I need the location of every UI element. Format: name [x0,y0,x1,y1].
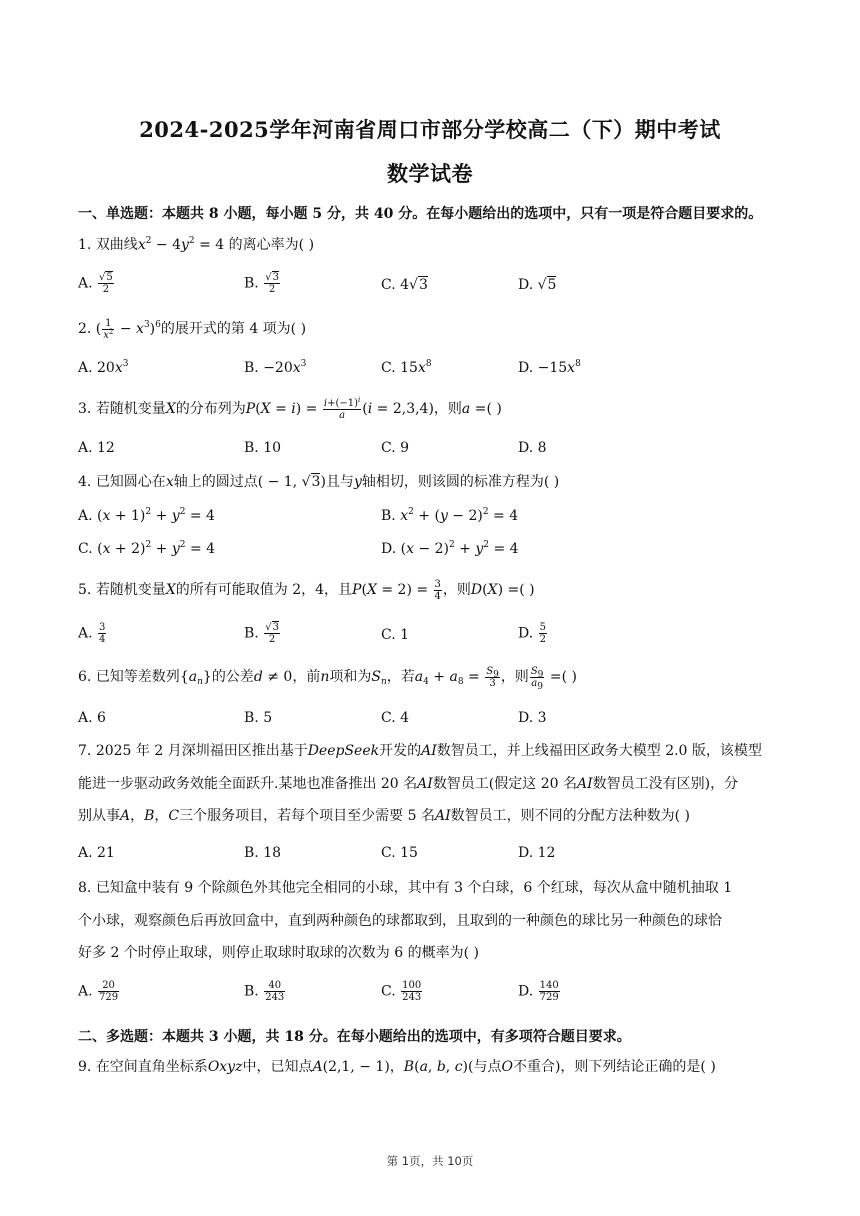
option-d[interactable]: D. $-15x^8$ [518,359,581,376]
option-b[interactable]: B. 10 [244,440,282,456]
option-a[interactable]: A. 21 [78,845,115,861]
option-c[interactable]: C. 4√3 [381,277,428,293]
option-d[interactable]: D. 12 [518,845,556,861]
option-d[interactable]: D. $\frac{5}{2}$ [518,622,547,645]
question-6: 6. 已知等差数列$\{a_n\}$的公差d ≠ 0，前n项和为$S_n$，若$a_4 + a_8$ = $\frac{S_9}{3}$ ，则 $\frac{S_9}{a_9}$ =( ) [78,665,577,692]
option-b[interactable]: B. $-20x^3$ [244,359,307,376]
option-d[interactable]: D. 8 [518,440,547,456]
question-7: 7. 2025 年 2 月深圳福田区推出基于DeepSeek开发的AI数智员工，并上线福田区政务大模型 2.0 版，该模型 能进一步驱动政务效能全面跃升.某地也准备推出 20 名AI数智员工(假定这 20 名AI数智员工没有区别)，分 别从事A，B，C三个服务项目，若每个项目至少需要 5 名AI数智员工，则不同的分配方法种数为( ) [78,743,762,824]
question-number: 8. [78,880,92,896]
option-c[interactable]: C. 1 [381,627,410,643]
option-c[interactable]: C. 15 [381,845,418,861]
option-b[interactable]: B. $x^2 + (y - 2)^2 = 4$ [381,507,519,524]
question-number: 4. [78,474,92,490]
question-7-options [78,845,790,875]
option-c[interactable]: C. 4 [381,710,410,726]
option-c[interactable]: C. 9 [381,440,410,456]
exam-title: 2024-2025学年河南省周口市部分学校高二（下）期中考试 [139,117,721,142]
option-c[interactable]: C. $15x^8$ [381,359,432,376]
option-a[interactable]: A. $\frac{20}{729}$ [78,980,119,1003]
option-d[interactable]: D. $(x - 2)^2 + y^2 = 4$ [381,540,519,557]
option-b[interactable]: B. $\frac{40}{243}$ [244,980,285,1003]
option-d[interactable]: D. √5 [518,277,557,293]
option-a[interactable]: A. $(x + 1)^2 + y^2 = 4$ [78,507,215,524]
exam-subtitle: 数学试卷 [387,161,473,186]
option-a[interactable]: A. $\frac{√5}{2}$ [78,272,113,295]
option-b[interactable]: B. $\frac{√3}{2}$ [244,622,279,645]
option-a[interactable]: A. $20x^3$ [78,359,129,376]
section-heading-multiple-choice: 二、多选题：本题共 3 小题，共 18 分。在每小题给出的选项中，有多项符合题目要求。 [78,1029,631,1045]
option-b[interactable]: B. 5 [244,710,273,726]
question-number: 9. [78,1059,92,1075]
question-1-options [78,272,790,302]
question-text: 的展开式的第 4 项为( ) [160,321,307,337]
question-9: 9. 在空间直角坐标系Oxyz中，已知点A(2,1, − 1)，B(a, b, c)(与点O不重合)，则下列结论正确的是( ) [78,1059,716,1075]
option-a[interactable]: A. $\frac{3}{4}$ [78,622,106,645]
option-a[interactable]: A. 12 [78,440,115,456]
question-number: 2. [78,321,92,337]
question-4-options-row2 [78,541,790,571]
question-2-options [78,360,790,390]
question-2: 2. ( $\frac{1}{x^2}$ − $x^3)^6$的展开式的第 4 项为( ) [78,317,307,341]
question-text: 双曲线 [95,237,138,253]
question-4-options-row1 [78,508,790,538]
question-5: 5. 若随机变量X的所有可能取值为 2，4，且P(X = 2) = $\frac{3}{4}$ ，则D(X) =( ) [78,578,535,602]
question-number: 6. [78,669,92,685]
section-heading-single-choice: 一、单选题：本题共 8 小题，每小题 5 分，共 40 分。在每小题给出的选项中，只有一项是符合题目要求的。 [78,206,763,222]
page-footer: 第 1页，共 10页 [386,1154,474,1168]
option-b[interactable]: B. $\frac{√3}{2}$ [244,272,279,295]
question-text: 的离心率为( ) [228,237,315,253]
question-3: 3. 若随机变量X的分布列为P(X = i) = $\frac{i+(-1)^i}{a}$ (i = 2,3,4)，则a =( ) [78,395,502,421]
question-5-options [78,622,790,652]
question-number: 3. [78,401,92,417]
option-b[interactable]: B. 18 [244,845,282,861]
question-1: 1. 双曲线$x^2 - 4y^2 = 4$ 的离心率为( ) [78,236,315,253]
question-8-options [78,980,790,1010]
question-4: 4. 已知圆心在x轴上的圆过点( − 1, √3)且与y轴相切，则该圆的标准方程为( ) [78,474,560,490]
question-number: 1. [78,237,92,253]
question-number: 7. [78,743,92,759]
question-8: 8. 已知盒中装有 9 个除颜色外其他完全相同的小球，其中有 3 个白球，6 个红球，每次从盒中随机抽取 1 个小球，观察颜色后再放回盒中，直到两种颜色的球都取到，且取到的一种颜色的球比另一种颜色的球恰 好多 2 个时停止取球，则停止取球时取球的次数为 6 的概率为( ) [78,880,733,961]
option-c[interactable]: C. $(x + 2)^2 + y^2 = 4$ [78,540,216,557]
option-d[interactable]: D. $\frac{140}{729}$ [518,980,559,1003]
option-c[interactable]: C. $\frac{100}{243}$ [381,980,422,1003]
question-number: 5. [78,582,92,598]
option-a[interactable]: A. 6 [78,710,106,726]
option-d[interactable]: D. 3 [518,710,547,726]
